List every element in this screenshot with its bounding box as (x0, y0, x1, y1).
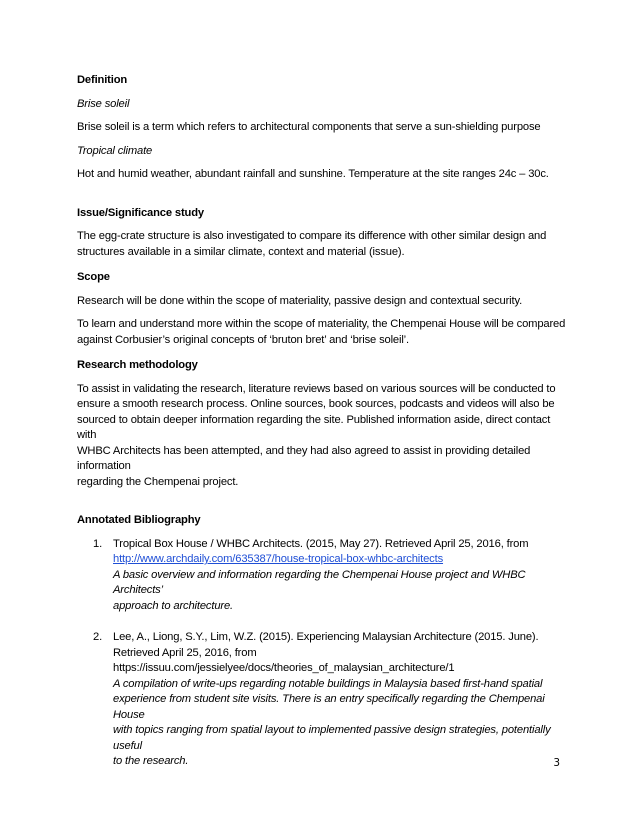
bibliography-list (77, 537, 567, 770)
definition-heading: Definition (77, 74, 128, 86)
entry-annotation-line: with topics ranging from spatial layout to implemented passive design strategies, potentially useful (113, 724, 551, 752)
methodology-line: WHBC Architects has been attempted, and they had also agreed to assist in providing detailed information (77, 444, 531, 472)
definition-brise-soleil: Brise soleil is a term which refers to architectural components that serve a sun-shielding purpose (77, 121, 541, 133)
entry-annotation-line: A basic overview and information regarding the Chempenai House project and WHBC Architects’ (113, 568, 526, 596)
bibliography-entry (77, 630, 567, 770)
bibliography-entry (77, 537, 567, 615)
term-brise-soleil: Brise soleil (77, 97, 130, 110)
page-content (77, 73, 567, 770)
issue-heading: Issue/Significance study (77, 206, 204, 219)
definition-tropical-climate: Hot and humid weather, abundant rainfall and sunshine. Temperature at the site ranges 24c – 30c. (77, 168, 549, 180)
entry-citation: Tropical Box House / WHBC Architects. (2015, May 27). Retrieved April 25, 2016, from (113, 537, 529, 550)
entry-annotation-line: to the research. (113, 755, 189, 767)
entry-number: 2. (93, 631, 103, 643)
methodology-heading: Research methodology (77, 359, 198, 371)
scope-paragraph-line: To learn and understand more within the scope of materiality, the Chempenai House will be compared (77, 318, 566, 330)
methodology-line: ensure a smooth research process. Online sources, book sources, podcasts and videos will also be (77, 398, 555, 410)
methodology-line: sourced to obtain deeper information regarding the site. Published information aside, direct contact with (77, 413, 551, 441)
issue-paragraph-line: The egg-crate structure is also investigated to compare its difference with other similar design and (77, 230, 547, 242)
entry-number: 1. (93, 537, 103, 550)
entry-url-text: https://issuu.com/jessielyee/docs/theories_of_malaysian_architecture/1 (113, 662, 455, 674)
page-number: 3 (553, 757, 560, 769)
methodology-line: To assist in validating the research, literature reviews based on various sources will be conducted to (77, 382, 556, 395)
entry-citation-line: Lee, A., Liong, S.Y., Lim, W.Z. (2015). Experiencing Malaysian Architecture (2015. June). (113, 631, 539, 643)
bibliography-heading: Annotated Bibliography (77, 514, 201, 526)
scope-paragraph-line: against Corbusier’s original concepts of ‘bruton bret’ and ‘brise soleil’. (77, 333, 409, 346)
entry-url-link[interactable]: http://www.archdaily.com/635387/house-tropical-box-whbc-architects (113, 553, 444, 565)
scope-heading: Scope (77, 271, 110, 283)
methodology-line: regarding the Chempenai project. (77, 475, 239, 488)
term-tropical-climate: Tropical climate (77, 144, 153, 157)
issue-paragraph-line: structures available in a similar climate, context and material (issue). (77, 245, 405, 258)
entry-citation-line: Retrieved April 25, 2016, from (113, 646, 257, 659)
scope-paragraph: Research will be done within the scope of materiality, passive design and contextual security. (77, 294, 523, 307)
entry-annotation-line: A compilation of write-ups regarding notable buildings in Malaysia based first-hand spatial (113, 677, 543, 690)
entry-annotation-line: approach to architecture. (113, 599, 234, 612)
entry-annotation-line: experience from student site visits. There is an entry specifically regarding the Chempenai House (113, 693, 545, 721)
